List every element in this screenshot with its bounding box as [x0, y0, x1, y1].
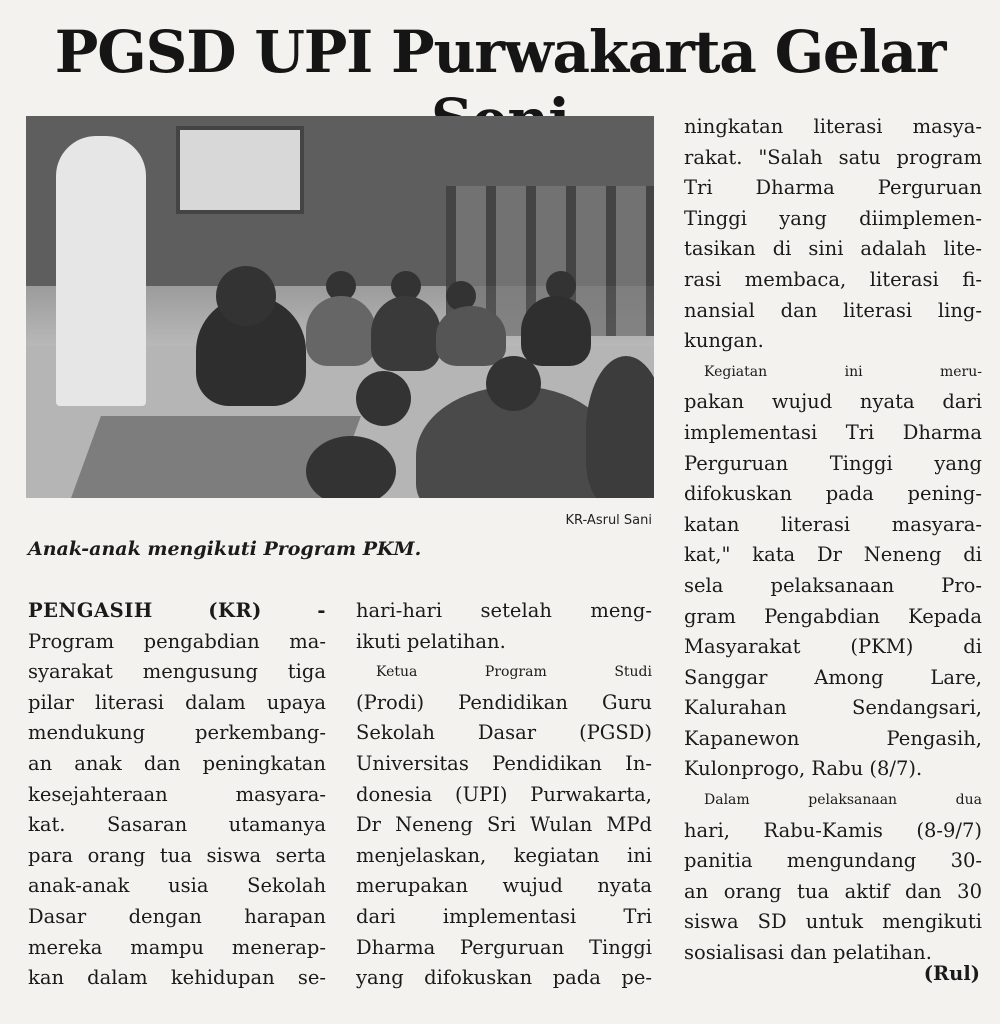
body-line: Dasar dengan harapan — [28, 904, 326, 928]
photo-child — [521, 296, 591, 366]
body-line: sosialisasi dan pelatihan. — [684, 941, 932, 965]
body-line: ikuti pelatihan. — [356, 629, 506, 653]
body-line: Kalurahan Sendangsari, — [684, 696, 982, 720]
body-line: sela pelaksanaan Pro- — [684, 573, 982, 597]
article-photo — [26, 116, 654, 498]
body-line: Dalam pelaksanaan dua — [704, 792, 982, 809]
body-line: Dr Neneng Sri Wulan MPd — [356, 813, 652, 837]
body-line: Masyarakat (PKM) di — [684, 635, 982, 659]
photo-child — [371, 296, 441, 371]
body-line: kat," kata Dr Neneng di — [684, 543, 982, 567]
body-line: Tri Dharma Perguruan — [684, 176, 982, 200]
body-line: difokuskan pada pening- — [684, 482, 982, 506]
article-column-2 — [356, 596, 652, 994]
photo-child-head — [306, 436, 396, 498]
body-line: Kegiatan ini meru- — [704, 363, 982, 380]
body-line: implementasi Tri Dharma — [684, 420, 982, 444]
photo-teacher-head — [216, 266, 276, 326]
body-line: panitia mengundang 30- — [684, 849, 982, 873]
body-line: Tinggi yang diimplemen- — [684, 206, 982, 230]
body-line: Sekolah Dasar (PGSD) — [356, 721, 652, 745]
article-column-3 — [684, 112, 982, 969]
author-signature: (Rul) — [923, 962, 980, 985]
photo-child-head — [356, 371, 411, 426]
body-line: para orang tua siswa serta — [28, 843, 326, 867]
body-line: kat. Sasaran utamanya — [28, 813, 326, 837]
body-line: rasi membaca, literasi fi- — [684, 267, 982, 291]
body-line: dari implementasi Tri — [356, 904, 652, 928]
body-line: siswa SD untuk mengikuti — [684, 910, 982, 934]
body-line: mereka mampu menerap- — [28, 935, 326, 959]
body-line: an orang tua aktif dan 30 — [684, 879, 982, 903]
photo-child — [436, 306, 506, 366]
body-line: kesejahteraan masyara- — [28, 782, 326, 806]
body-line: donesia (UPI) Purwakarta, — [356, 782, 652, 806]
photo-credit: KR-Asrul Sani — [565, 513, 652, 528]
body-line: Dharma Perguruan Tinggi — [356, 935, 652, 959]
body-line: mendukung perkembang- — [28, 721, 326, 745]
photo-child — [306, 296, 376, 366]
body-line: (Prodi) Pendidikan Guru — [356, 690, 652, 714]
body-line: pakan wujud nyata dari — [684, 390, 982, 414]
body-line: hari-hari setelah meng- — [356, 599, 652, 622]
body-line: rakat. "Salah satu program — [684, 145, 982, 169]
photo-standing-person — [56, 136, 146, 406]
photo-caption: Anak-anak mengikuti Program PKM. — [28, 538, 422, 560]
body-line: yang difokuskan pada pe- — [356, 966, 652, 990]
body-line: anak-anak usia Sekolah — [28, 874, 326, 898]
dateline: PENGASIH (KR) - — [28, 599, 326, 622]
body-line: nansial dan literasi ling- — [684, 298, 982, 322]
photo-window — [176, 126, 304, 214]
body-line: kungan. — [684, 329, 764, 353]
body-line: merupakan wujud nyata — [356, 874, 652, 898]
body-line: an anak dan peningkatan — [28, 751, 326, 775]
body-line: Kapanewon Pengasih, — [684, 726, 982, 750]
body-line: Ketua Program Studi — [376, 664, 652, 681]
body-line: Perguruan Tinggi yang — [684, 451, 982, 475]
body-line: hari, Rabu-Kamis (8-9/7) — [684, 818, 982, 842]
body-line: katan literasi masyara- — [684, 512, 982, 536]
body-line: menjelaskan, kegiatan ini — [356, 843, 652, 867]
headline: PGSD UPI Purwakarta Gelar — [54, 18, 946, 86]
body-line: pilar literasi dalam upaya — [28, 690, 326, 714]
body-line: Universitas Pendidikan In- — [356, 751, 652, 775]
body-line: Sanggar Among Lare, — [684, 665, 982, 689]
body-line: gram Pengabdian Kepada — [684, 604, 982, 628]
photo-adult-head — [486, 356, 541, 411]
body-line: syarakat mengusung tiga — [28, 660, 326, 684]
body-line: ningkatan literasi masya- — [684, 115, 982, 138]
body-line: Program pengabdian ma- — [28, 629, 326, 653]
article-column-1 — [28, 596, 326, 994]
body-line: Kulonprogo, Rabu (8/7). — [684, 757, 923, 781]
body-line: tasikan di sini adalah lite- — [684, 237, 982, 261]
body-line: kan dalam kehidupan se- — [28, 966, 326, 990]
